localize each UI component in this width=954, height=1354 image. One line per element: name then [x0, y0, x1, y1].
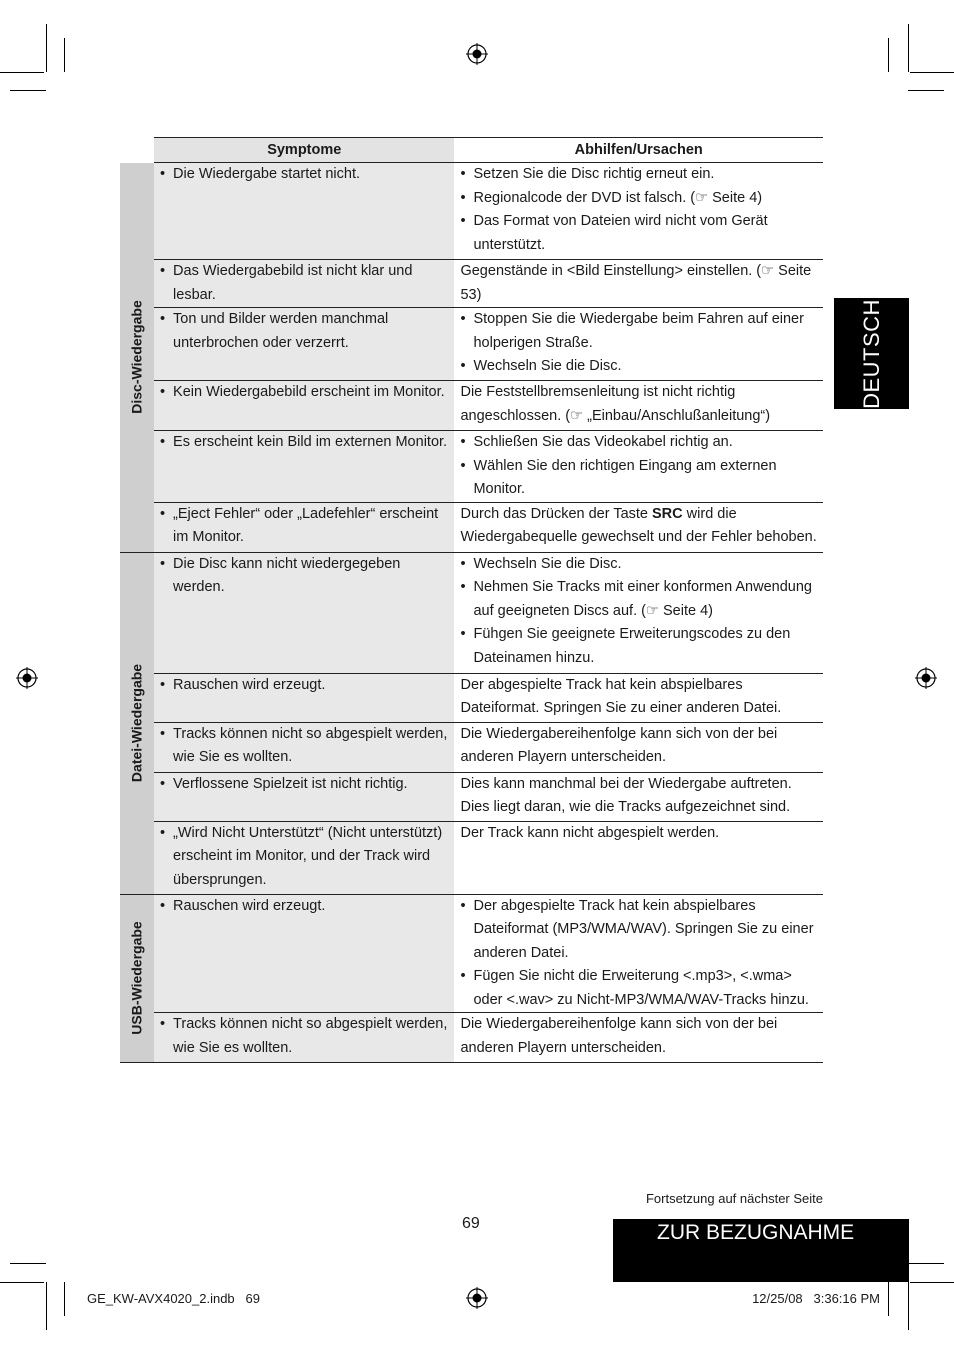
symptom-cell — [154, 552, 454, 673]
table-row — [120, 821, 823, 894]
symptom-cell — [154, 673, 454, 722]
symptom-cell — [154, 772, 454, 821]
crop-mark — [46, 1282, 47, 1330]
category-label: USB-Wiedergabe — [128, 921, 145, 1035]
symptom-item: • Rauschen wird erzeugt. — [154, 674, 454, 698]
table-row — [120, 552, 823, 673]
table-row — [120, 381, 823, 431]
remedy-cell — [454, 1013, 823, 1063]
page-number: 69 — [462, 1215, 480, 1232]
remedy-text: Der Track kann nicht abgespielt werden. — [460, 824, 720, 841]
crop-mark — [0, 1282, 44, 1283]
remedy-cell — [454, 772, 823, 821]
category-cell — [120, 163, 154, 553]
symptom-item: • Es erscheint kein Bild im externen Monitor. — [154, 431, 454, 455]
crop-mark — [908, 24, 909, 72]
remedy-cell — [454, 894, 823, 1013]
crop-mark — [908, 1282, 909, 1330]
language-tab — [834, 298, 909, 409]
crop-mark — [10, 90, 46, 91]
troubleshooting-table — [120, 137, 823, 1063]
header-symptom: Symptome — [154, 138, 454, 163]
symptom-cell — [154, 821, 454, 894]
symptom-item: • Die Wiedergabe startet nicht. — [154, 163, 454, 187]
remedy-cell — [454, 163, 823, 260]
table-row — [120, 1013, 823, 1063]
table-row — [120, 260, 823, 308]
table-row — [120, 163, 823, 260]
remedy-cell — [454, 673, 823, 722]
header-remedy: Abhilfen/Ursachen — [454, 138, 823, 163]
remedy-item: • Das Format von Dateien wird nicht vom Gerät unterstützt. — [454, 210, 823, 257]
remedy-item: • Der abgespielte Track hat kein abspielbares Dateiformat (MP3/WMA/WAV). Springen Sie zu einer anderen Datei. — [454, 895, 823, 966]
header-blank — [120, 138, 154, 163]
remedy-item: • Wählen Sie den richtigen Eingang am externen Monitor. — [454, 455, 823, 502]
remedy-item: • Wechseln Sie die Disc. — [454, 355, 823, 379]
category-label: Datei-Wiedergabe — [128, 663, 145, 783]
remedy-text: Dies kann manchmal bei der Wiedergabe auftreten. Dies liegt daran, wie die Tracks aufgezeichnet sind. — [460, 775, 792, 815]
table-row — [120, 722, 823, 772]
table-row — [120, 308, 823, 381]
remedy-item: • Setzen Sie die Disc richtig erneut ein. — [454, 163, 823, 187]
print-file-info: GE_KW-AVX4020_2.indb 69 — [87, 1291, 260, 1306]
remedy-cell — [454, 821, 823, 894]
remedy-cell — [454, 308, 823, 381]
section-tab — [613, 1219, 909, 1282]
crop-mark — [910, 1282, 954, 1283]
symptom-cell — [154, 381, 454, 431]
category-cell — [120, 552, 154, 894]
table-row — [120, 894, 823, 1013]
symptom-item: • Ton und Bilder werden manchmal unterbrochen oder verzerrt. — [154, 308, 454, 355]
symptom-cell — [154, 502, 454, 552]
language-tab-label: DEUTSCH — [858, 298, 884, 409]
crop-mark — [908, 1263, 944, 1264]
crop-mark — [46, 24, 47, 72]
symptom-item: • Das Wiedergabebild ist nicht klar und lesbar. — [154, 260, 454, 307]
remedy-item: • Schließen Sie das Videokabel richtig an. — [454, 431, 823, 455]
symptom-cell — [154, 163, 454, 260]
remedy-item: • Fügen Sie nicht die Erweiterung <.mp3>, <.wma> oder <.wav> zu Nicht-MP3/WMA/WAV-Tracks hinzu. — [454, 965, 823, 1012]
crop-mark — [908, 90, 944, 91]
remedy-item: • Wechseln Sie die Disc. — [454, 553, 823, 577]
continued-note: Fortsetzung auf nächster Seite — [645, 1191, 823, 1206]
remedy-text: Die Feststellbremsenleitung ist nicht richtig angeschlossen. (☞ „Einbau/Anschlußanleitung“) — [460, 384, 771, 424]
remedy-item: • Fühgen Sie geeignete Erweiterungscodes zu den Dateinamen hinzu. — [454, 623, 823, 670]
remedy-cell — [454, 722, 823, 772]
symptom-item: • „Eject Fehler“ oder „Ladefehler“ erscheint im Monitor. — [154, 503, 454, 550]
table-row — [120, 431, 823, 503]
remedy-cell — [454, 502, 823, 552]
symptom-cell — [154, 260, 454, 308]
symptom-cell — [154, 431, 454, 503]
crop-mark — [64, 1282, 65, 1316]
remedy-text: Gegenstände in <Bild Einstellung> einstellen. (☞ Seite 53) — [460, 263, 812, 303]
remedy-cell — [454, 381, 823, 431]
symptom-cell — [154, 722, 454, 772]
table-header-row — [120, 138, 823, 163]
registration-mark-icon — [466, 1287, 488, 1309]
remedy-item: • Regionalcode der DVD ist falsch. (☞ Seite 4) — [454, 187, 823, 211]
crop-mark — [910, 72, 954, 73]
src-key-label: SRC — [652, 505, 683, 522]
table-row — [120, 772, 823, 821]
symptom-item: • Tracks können nicht so abgespielt werden, wie Sie es wollten. — [154, 1013, 454, 1060]
remedy-cell — [454, 552, 823, 673]
section-tab-label: ZUR BEZUGNAHME — [657, 1221, 855, 1244]
category-cell — [120, 894, 154, 1063]
category-label: Disc-Wiedergabe — [128, 300, 145, 414]
crop-mark — [888, 1282, 889, 1316]
crop-mark — [0, 72, 44, 73]
crop-mark — [888, 38, 889, 72]
registration-mark-icon — [16, 667, 38, 689]
symptom-cell — [154, 308, 454, 381]
table-row — [120, 502, 823, 552]
remedy-cell — [454, 431, 823, 503]
remedy-item: • Stoppen Sie die Wiedergabe beim Fahren auf einer holperigen Straße. — [454, 308, 823, 355]
symptom-item: • Die Disc kann nicht wiedergegeben werden. — [154, 553, 454, 600]
symptom-item: • Rauschen wird erzeugt. — [154, 895, 454, 919]
crop-mark — [64, 38, 65, 72]
symptom-item: • „Wird Nicht Unterstützt“ (Nicht unterstützt) erscheint im Monitor, und der Track wird übersprungen. — [154, 822, 454, 893]
symptom-item: • Verflossene Spielzeit ist nicht richtig. — [154, 773, 454, 797]
remedy-text: Die Wiedergabereihenfolge kann sich von der bei anderen Playern unterscheiden. — [460, 725, 778, 765]
remedy-text: Die Wiedergabereihenfolge kann sich von der bei anderen Playern unterscheiden. — [460, 1016, 778, 1056]
registration-mark-icon — [915, 667, 937, 689]
crop-mark — [10, 1263, 46, 1264]
symptom-cell — [154, 1013, 454, 1063]
remedy-text: Durch das Drücken der Taste SRC wird die Wiedergabequelle gewechselt und der Fehler behoben. — [460, 505, 817, 545]
symptom-item: • Kein Wiedergabebild erscheint im Monitor. — [154, 381, 454, 405]
symptom-cell — [154, 894, 454, 1013]
table-row — [120, 673, 823, 722]
registration-mark-icon — [466, 43, 488, 65]
table-body — [120, 163, 823, 1063]
remedy-cell — [454, 260, 823, 308]
remedy-text: Der abgespielte Track hat kein abspielbares Dateiformat. Springen Sie zu einer anderen Datei. — [460, 676, 782, 716]
print-timestamp: 12/25/08 3:36:16 PM — [752, 1291, 880, 1306]
remedy-item: • Nehmen Sie Tracks mit einer konformen Anwendung auf geeigneten Discs auf. (☞ Seite 4) — [454, 576, 823, 623]
symptom-item: • Tracks können nicht so abgespielt werden, wie Sie es wollten. — [154, 723, 454, 770]
